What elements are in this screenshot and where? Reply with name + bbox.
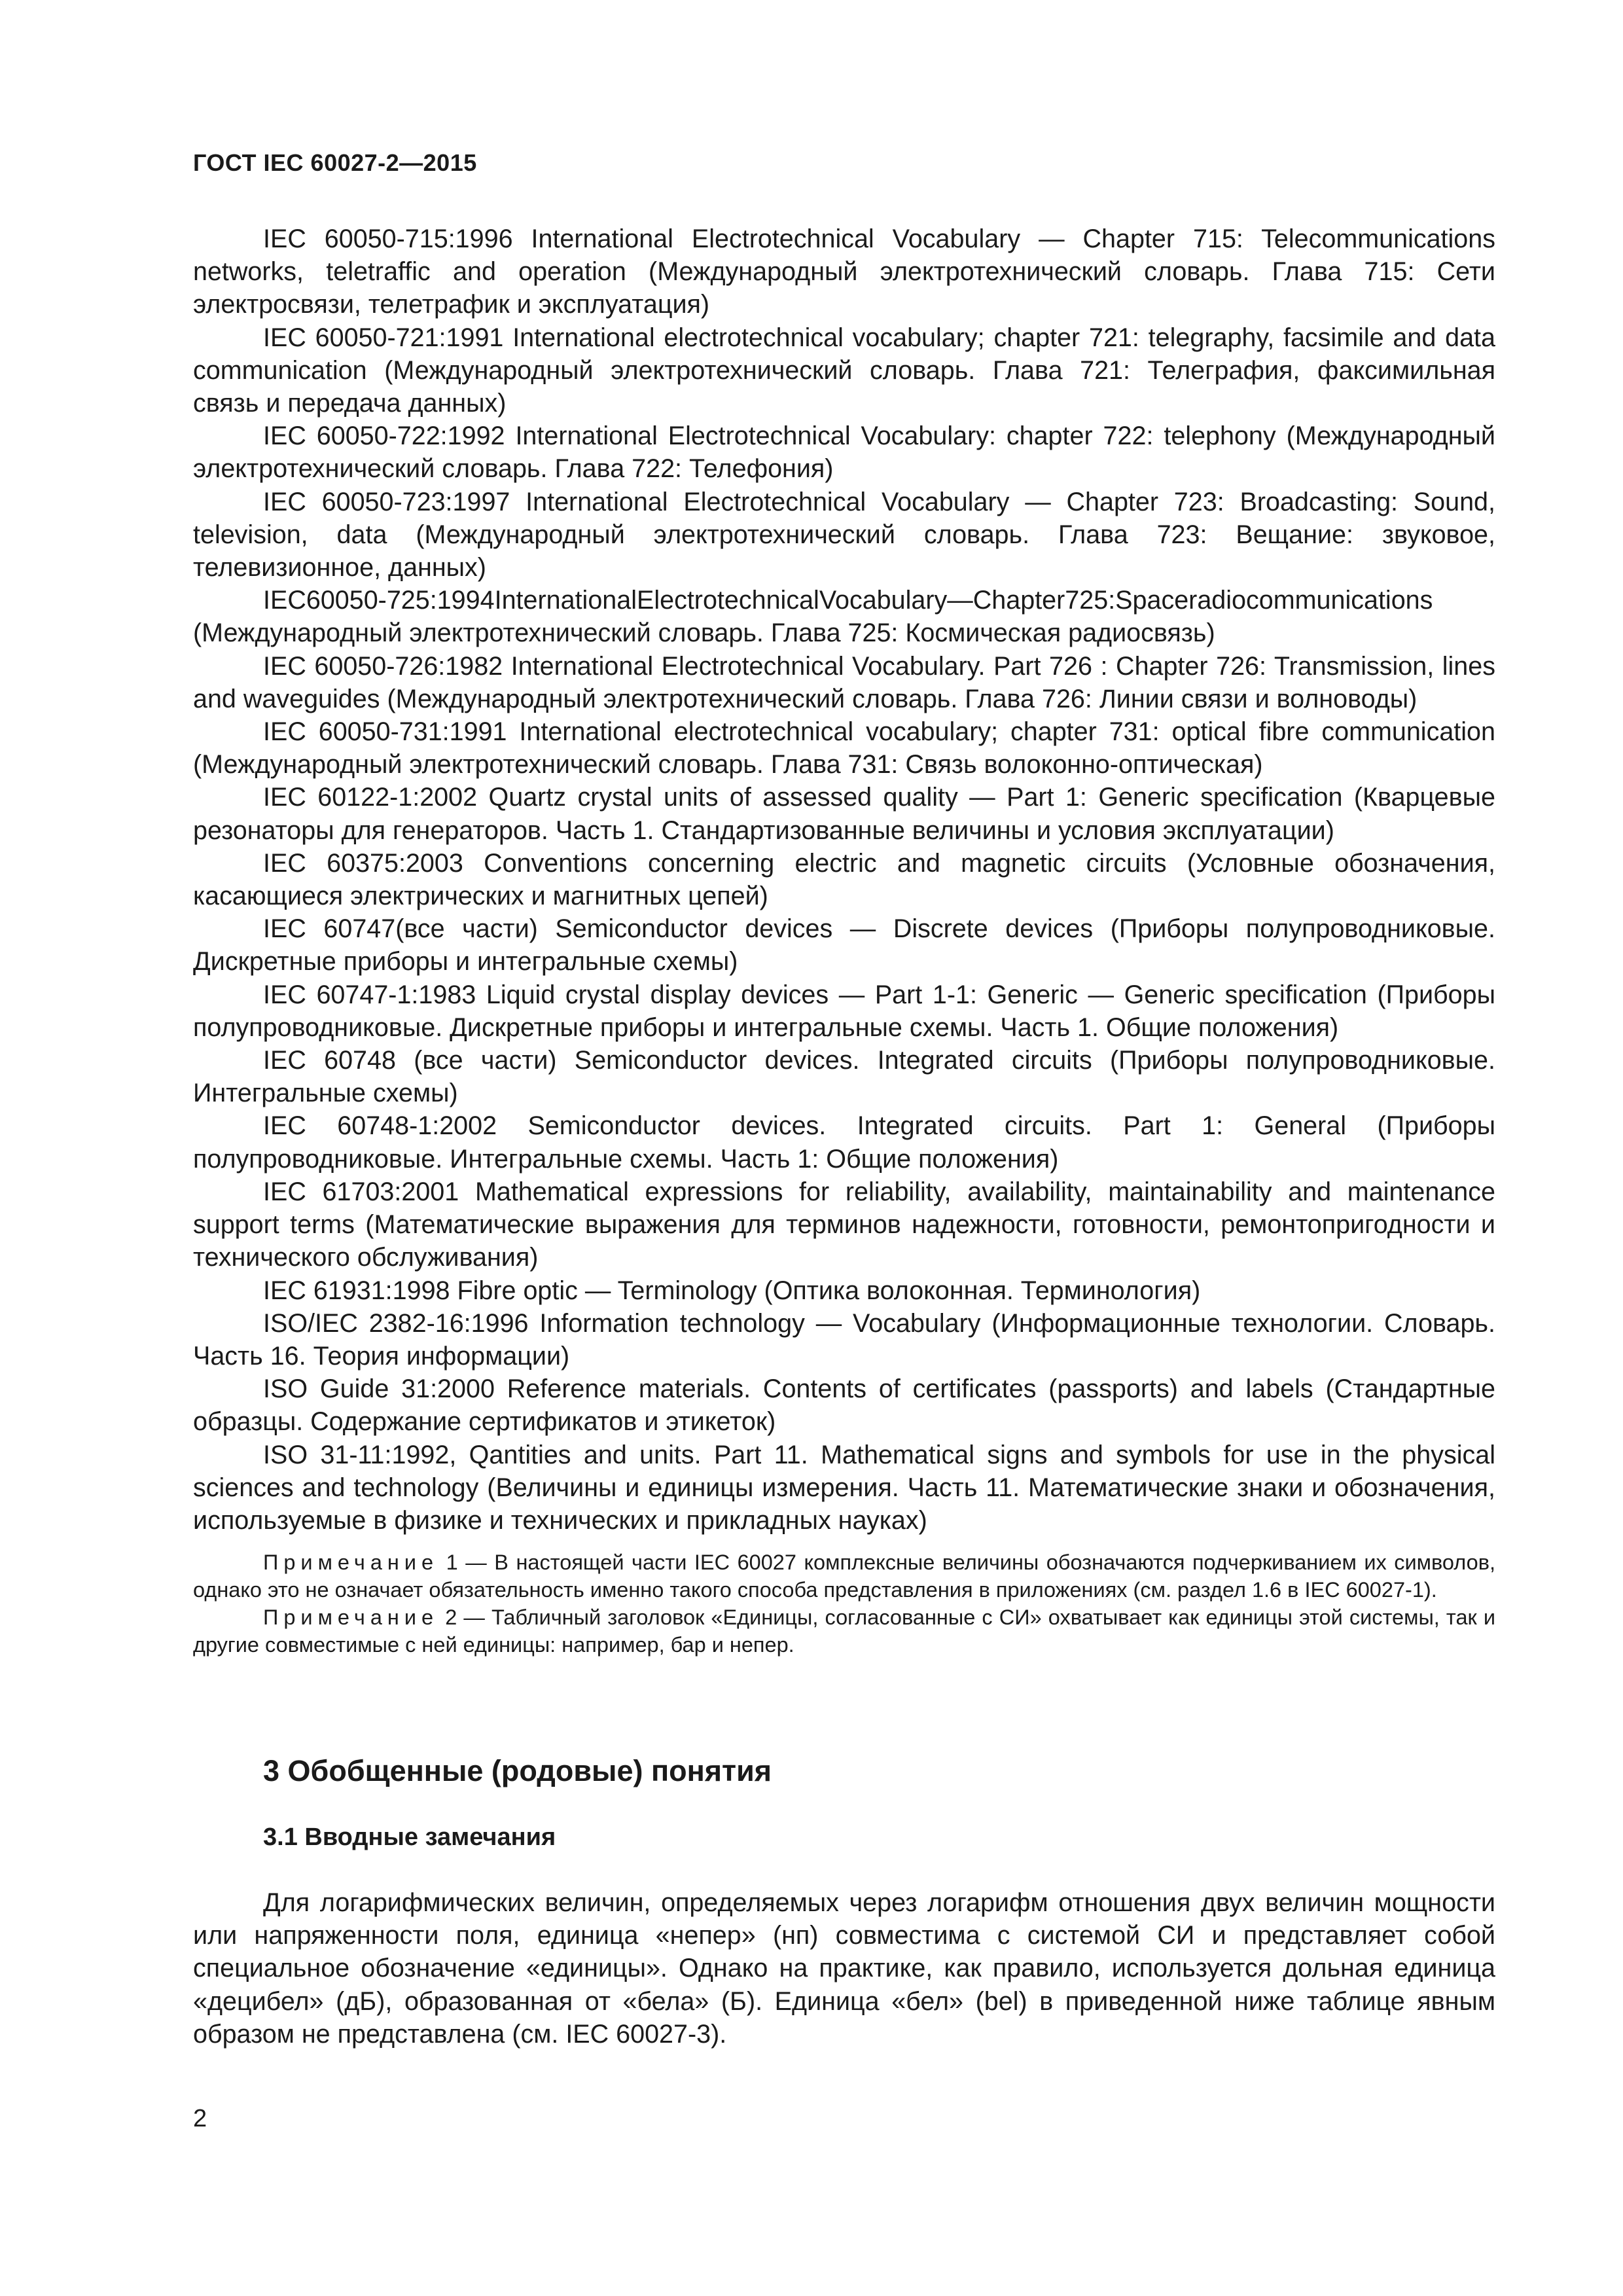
reference-entry: IEC 61931:1998 Fibre optic — Terminology (Оптика волоконная. Терминология) — [263, 1276, 1201, 1305]
reference-entry: IEC 60050-723:1997 International Electrotechnical Vocabulary — Chapter 723: Broadcasting: Sound, television, data (Международный электротехнический словарь. Глава 723: Вещание: звуковое, телевизионное, данных) — [193, 487, 1495, 583]
section-paragraph: Для логарифмических величин, определяемых через логарифм отношения двух величин мощности или напряженности поля, единица «непер» (нп) совместима с системой СИ и представляет собой специальное обозначение «единицы». Однако на практике, как правило, используется дольная единица «децибел» (дБ), образованная от «бела» (Б). Единица «бел» (bel) в приведенной ниже таблице явным образом не представлена (см. IEC 60027-3). — [193, 1888, 1495, 2049]
subsection-title: 3.1 Вводные замечания — [263, 1823, 556, 1851]
reference-entry: IEC 60050-721:1991 International electrotechnical vocabulary; chapter 721: telegraphy, facsimile and data communication (Международный электротехнический словарь. Глава 721: Телеграфия, факсимильная связь и передача данных) — [193, 323, 1495, 418]
reference-entry: ISO Guide 31:2000 Reference materials. Contents of certificates (passports) and labels (Стандартные образцы. Содержание сертификатов и этикеток) — [193, 1374, 1495, 1437]
reference-entry: IEC 60050-731:1991 International electrotechnical vocabulary; chapter 731: optical fibre communication (Международный электротехнический словарь. Глава 731: Связь волоконно-оптическая) — [193, 717, 1495, 780]
reference-entry: IEC 60375:2003 Conventions concerning electric and magnetic circuits (Условные обозначения, касающиеся электрических и магнитных цепей) — [193, 848, 1495, 911]
document-page — [193, 0, 1495, 2296]
document-header: ГОСТ IEC 60027-2—2015 — [193, 149, 477, 176]
reference-entry: IEC 61703:2001 Mathematical expressions for reliability, availability, maintainability and maintenance support terms (Математические выражения для терминов надежности, готовности, ремонтопригодности и технического обслуживания) — [193, 1177, 1495, 1272]
reference-entry: IEC 60748-1:2002 Semiconductor devices. Integrated circuits. Part 1: General (Приборы полупроводниковые. Интегральные схемы. Часть 1: Общие положения) — [193, 1111, 1495, 1174]
reference-entry: IEC 60122-1:2002 Quartz crystal units of assessed quality — Part 1: Generic specification (Кварцевые резонаторы для генераторов. Часть 1. Стандартизованные величины и условия эксплуатации) — [193, 783, 1495, 845]
page-number: 2 — [193, 2105, 207, 2132]
note-text: 1 — В настоящей части IEC 60027 комплексные величины обозначаются подчеркиванием их символов, однако это не означает обязательность именно такого способа представления в приложениях (см. раздел 1.6 в IEC 60027-1). — [193, 1551, 1495, 1602]
note-2 — [193, 1604, 1495, 1659]
reference-entry: IEC 60748 (все части) Semiconductor devices. Integrated circuits (Приборы полупроводниковые. Интегральные схемы) — [193, 1046, 1495, 1108]
reference-entry: IEC 60050-726:1982 International Electrotechnical Vocabulary. Part 726 : Chapter 726: Transmission, lines and waveguides (Международный электротехнический словарь. Глава 726: Линии связи и волноводы) — [193, 651, 1495, 713]
reference-entry: IEC 60747(все части) Semiconductor devices — Discrete devices (Приборы полупроводниковые. Дискретные приборы и интегральные схемы) — [193, 914, 1495, 977]
note-label: Примечание — [263, 1551, 439, 1574]
notes-block — [193, 1549, 1495, 1659]
section-title: 3 Обобщенные (родовые) понятия — [263, 1754, 772, 1787]
reference-entry: IEC 60747-1:1983 Liquid crystal display devices — Part 1-1: Generic — Generic specification (Приборы полупроводниковые. Дискретные приборы и интегральные схемы. Часть 1. Общие положения) — [193, 980, 1495, 1042]
reference-entry: IEC 60050-722:1992 International Electrotechnical Vocabulary: chapter 722: telephony (Международный электротехнический словарь. Глава 722: Телефония) — [193, 422, 1495, 484]
note-1 — [193, 1549, 1495, 1604]
reference-entry: IEC60050-725:1994InternationalElectrotechnicalVocabulary—Chapter725:Spaceradiocommunications (Международный электротехнический словарь. Глава 725: Космическая радиосвязь) — [193, 586, 1433, 648]
reference-entry: IEC 60050-715:1996 International Electrotechnical Vocabulary — Chapter 715: Telecommunications networks, teletraffic and operation (Международный электротехнический словарь. Глава 715: Сети электросвязи, телетрафик и эксплуатация) — [193, 224, 1495, 319]
note-label: Примечание — [263, 1605, 439, 1629]
reference-entry: ISO/IEC 2382-16:1996 Information technology — Vocabulary (Информационные технологии. Словарь. Часть 16. Теория информации) — [193, 1308, 1495, 1371]
reference-entry: ISO 31-11:1992, Qantities and units. Part 11. Mathematical signs and symbols for use in the physical sciences and technology (Величины и единицы измерения. Часть 11. Математические знаки и обозначения, используемые в физике и технических и прикладных науках) — [193, 1440, 1495, 1535]
normative-references-list — [193, 223, 1495, 1537]
note-text: 2 — Табличный заголовок «Единицы, согласованные с СИ» охватывает как единицы этой системы, так и другие совместимые с ней единицы: например, бар и непер. — [193, 1605, 1495, 1657]
